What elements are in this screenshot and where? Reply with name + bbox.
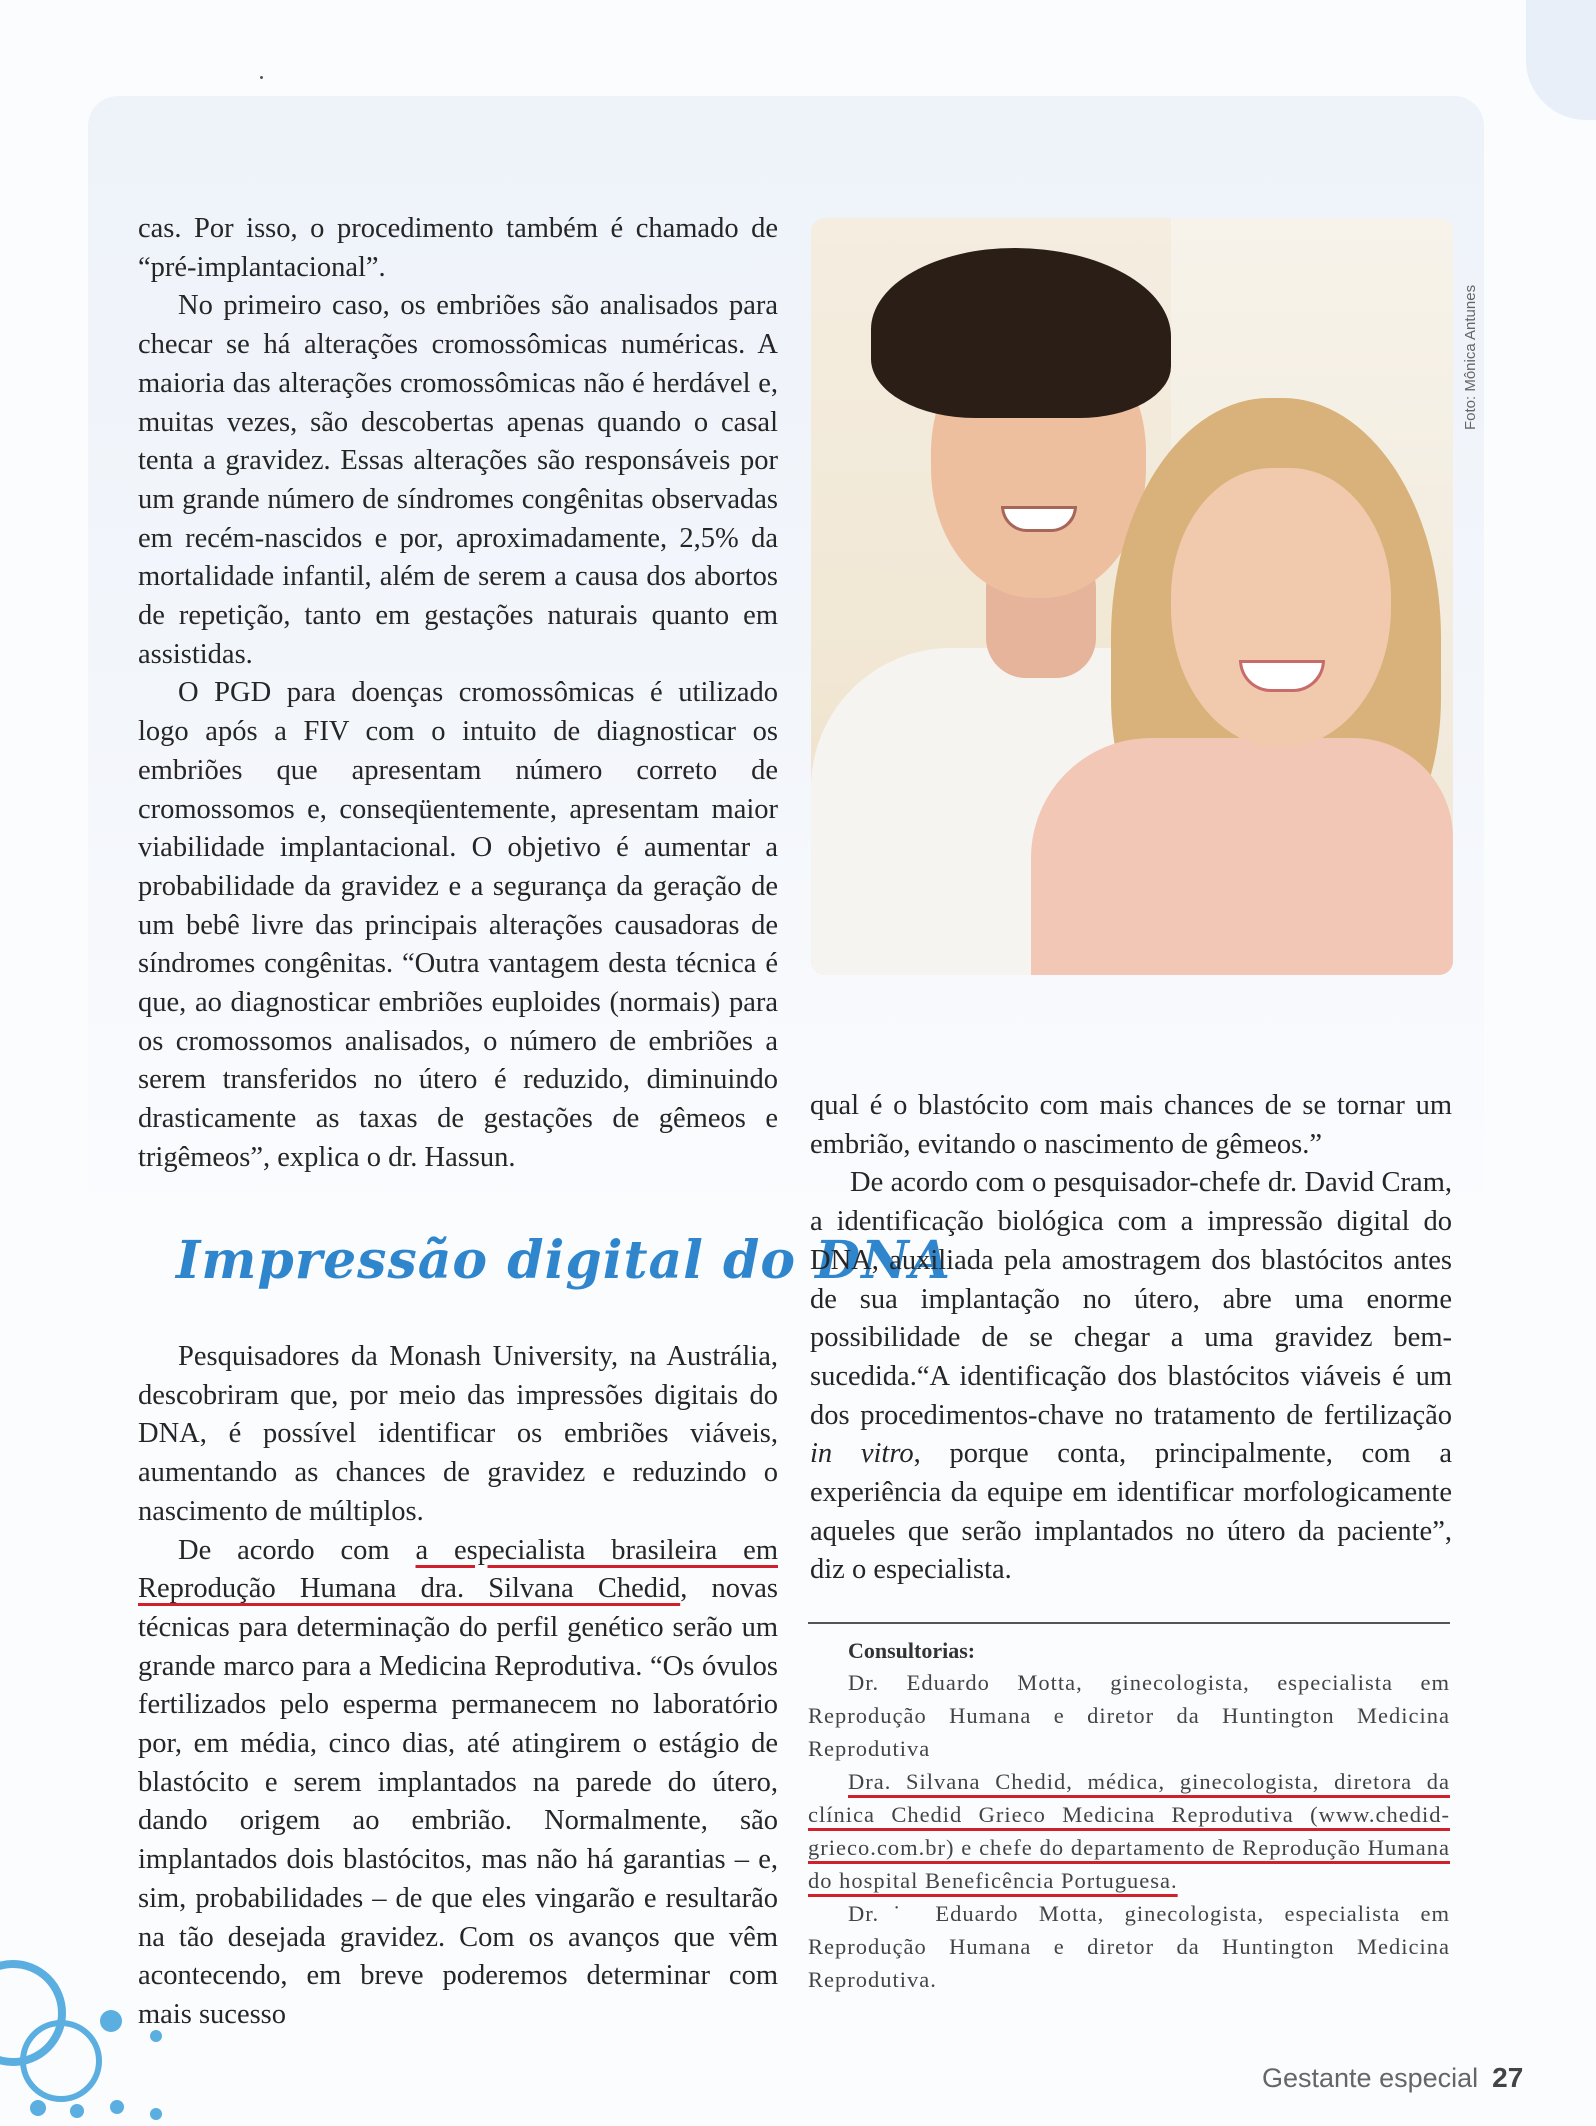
paragraph: cas. Por isso, o procedimento também é chamado de “pré-implantacional”. (138, 213, 778, 283)
text-run: De acordo com (178, 1534, 416, 1566)
dot-decoration (150, 2030, 162, 2042)
consultant-entry (808, 1765, 1450, 1897)
left-column-section (138, 1338, 778, 2035)
italic-text: in vitro (810, 1438, 914, 1470)
consultorias-box (808, 1622, 1450, 1996)
dot-decoration (150, 2108, 162, 2120)
corner-decoration (1526, 0, 1596, 120)
text-run: , porque conta, principalmente, com a experiência da equipe em identificar morfologicamente aqueles que serão implantados no útero da paciente”, diz o especialista. (810, 1438, 1452, 1586)
consultant-entry: Dr.˙ Eduardo Motta, ginecologista, especialista em Reprodução Humana e diretor da Huntington Medicina Reprodutiva. (808, 1901, 1450, 1992)
dot-decoration (30, 2100, 46, 2116)
consultorias-heading: Consultorias: (848, 1638, 976, 1663)
left-column (138, 210, 778, 1178)
dot-decoration (70, 2104, 84, 2118)
paragraph: Pesquisadores da Monash University, na Austrália, descobriram que, por meio das impressões digitais do DNA, é possível identificar os embriões viáveis, aumentando as chances de gravidez e reduzindo o nascimento de múltiplos. (138, 1341, 778, 1527)
consultant-entry: Dr. Eduardo Motta, ginecologista, especialista em Reprodução Humana e diretor da Huntington Medicina Reprodutiva (808, 1670, 1450, 1761)
photo-credit: Foto: Mônica Antunes (1462, 284, 1479, 430)
page-number: 27 (1492, 2062, 1524, 2093)
highlighted-text: Dra. Silvana Chedid, médica, ginecologista, diretora da clínica Chedid Grieco Medicina Reprodutiva (www.chedid-grieco.com.br) e chefe do departamento de Reprodução Humana do hospital Beneficência Portuguesa. (808, 1769, 1450, 1893)
print-speck (260, 76, 263, 79)
paragraph: qual é o blastócito com mais chances de se tornar um embrião, evitando o nascimento de gêmeos.” (810, 1090, 1452, 1160)
highlighted-text: a especialista brasileira em Reprodução Humana dra. Silvana Chedid (138, 1534, 778, 1605)
dot-decoration (110, 2100, 124, 2114)
text-run: , novas técnicas para determinação do perfil genético serão um grande marco para a Medicina Reprodutiva. “Os óvulos fertilizados pelo esperma permanecem no laboratório por, em média, cinco dias, até atingirem o estágio de blastócito e serem implantados na parede do útero, dando origem ao embrião. Normalmente, são implantados dois blastócitos, mas não há garantias – e, sim, probabilidades – de que eles vingarão e resultarão na tão desejada gravidez. Com os avanços que vêm acontecendo, em breve poderemos determinar com mais sucesso (138, 1573, 778, 2030)
couple-photo (811, 218, 1453, 975)
magazine-name: Gestante especial (1262, 2063, 1479, 2093)
page-footer (1262, 2062, 1523, 2094)
paragraph: O PGD para doenças cromossômicas é utilizado logo após a FIV com o intuito de diagnosticar os embriões que apresentam número correto de cromossomos e, conseqüentemente, apresentam maior viabilidade implantacional. O objetivo é aumentar a probabilidade da gravidez e a segurança da geração de um bebê livre das principais alterações causadoras de síndromes congênitas. “Outra vantagem desta técnica é que, ao diagnosticar embriões euploides (normais) para os cromossomos analisados, o número de embriões a serem transferidos no útero é reduzido, diminuindo drasticamente as taxas de gestações de gêmeos e trigêmeos”, explica o dr. Hassun. (138, 677, 778, 1173)
paragraph (810, 1164, 1452, 1590)
right-column (810, 1087, 1452, 1590)
text-run: De acordo com o pesquisador-chefe dr. David Cram, a identificação biológica com a impressão digital do DNA, auxiliada pela amostragem dos blastócitos antes de sua implantação no útero, abre uma enorme possibilidade de se chegar a uma gravidez bem-sucedida.“A identificação dos blastócitos viáveis é um dos procedimentos-chave no tratamento de fertilização (810, 1167, 1452, 1431)
section-title: Impressão digital do DNA (176, 1230, 952, 1291)
swirl-decoration (20, 2020, 102, 2102)
paragraph (138, 1532, 778, 2035)
dot-decoration (100, 2010, 122, 2032)
paragraph: No primeiro caso, os embriões são analisados para checar se há alterações cromossômicas numéricas. A maioria das alterações cromossômicas não é herdável e, muitas vezes, são descobertas apenas quando o casal tenta a gravidez. Essas alterações são responsáveis por um grande número de síndromes congênitas observadas em recém-nascidos e por, aproximadamente, 2,5% da mortalidade infantil, além de serem a causa dos abortos de repetição, tanto em gestações naturais quanto em assistidas. (138, 290, 778, 670)
